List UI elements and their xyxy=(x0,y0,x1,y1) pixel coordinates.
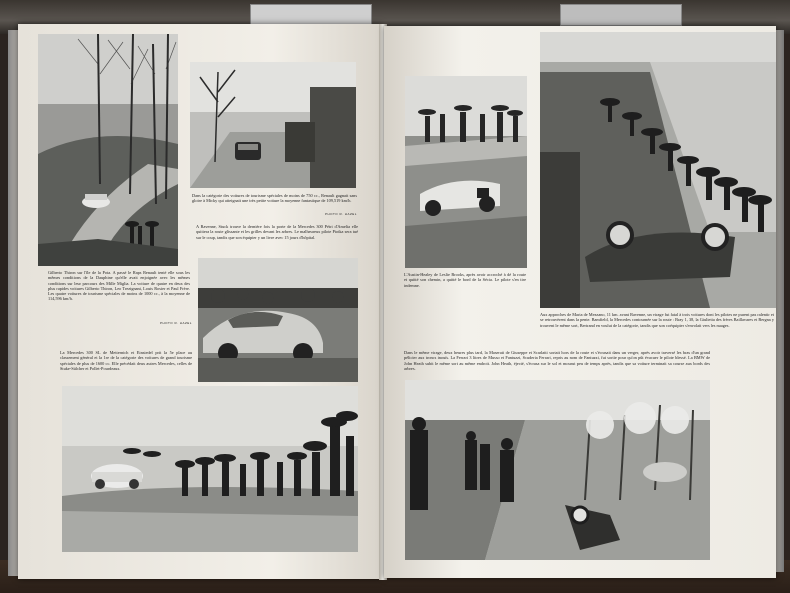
photo-credit: PHOTO R. HAZEL xyxy=(325,212,357,216)
caption-ravenne: A Ravenne, Stuck trouve la dernière fois la porte de la Mercedes 300 Pétri d'Amelia elle quittera la route glissante et les grilles devant les arbres. Le malheureux pilote Piotka sera tué sur le coup, tandis que son équipier y un livre avec 15 jours d'hôpital. xyxy=(196,224,358,240)
photo-rainy-road xyxy=(38,34,178,266)
caption-mercedes-300sl: La Mercedes 300 SL de Metternich et Einsiedel prit la 5e place au classement général et la 1re de la catégorie des voitures de grand tourisme spéciales de plus de 1600 cc. Elle précédait deux autres Mercedes, celles de Stuke-Sülcher et Pollet-Pourdeaux. xyxy=(60,350,192,371)
photo-spectators-umbrellas xyxy=(62,386,358,552)
photo-mercedes-pits xyxy=(198,258,358,382)
shelf-label xyxy=(560,4,682,26)
caption-austin-healey: L'Austin-Healey de Leslie Brooks, après avoir accroché à dé la route et quitté son chemin, a quitté le bord de la Sécia. Le pilote s'en tire indemne. xyxy=(404,272,526,288)
caption-thiron: Gilberto Thiron sur l'île de la Pota. A passé le Raps Renault tenté elle sous les mêmes conditions de la Dauphine qu'elle avait enjoignée avec les mêmes conditions sur leur parcours des Mille Miglia. La voiture de quatre en deux des plus rapides voitures Gilberto Thiron, Leo Trezignani, Louis Rosier et Paul Frère. Les quatre voitures de tourisme spéciales de moins de 1000 cc., à la moyenne de 114,596 km/h. xyxy=(48,270,190,302)
photo-muddy-lane xyxy=(405,380,710,560)
photo-credit: PHOTO R. HAZEL xyxy=(160,321,192,325)
caption-renault: Dans la catégorie des voitures de tourisme spéciales de moins de 750 cc., Renault gagnait sans gloire à Micky qui atteignait une très petite voiture la moyenne fantastique de 109,519 km/h. xyxy=(192,193,357,204)
photo-austin-healey-crash xyxy=(405,76,527,268)
caption-mezzano: Aux approches de Maria de Mezzano, 11 km. avant Ravenne, un virage fut fatal à trois voitures dont les pilotes ne purent pas ralentir et se retrouvèrent dans la pente. Bamfield, la Mercedes contournée sur la route : Bray 1, 38, la Giulietta des frères Baillavares et Bergna y trouvent le même sort, Bertrand en voulut de la catégorie, tandis que son coéquipier s'envolait vers les nuages. xyxy=(540,312,774,328)
caption-maserati: Dans le même virage, deux heures plus tard, la Maserati de Giuseppe et Scarlatti sortait hors de la route et s'écrasait dans un verger, après avoir traversé les bras d'un grand pélicier aux troncs inouïs. La Ferrari 3 litres de Musso et Fantuzzi, Scuderia Ferrari, repris au nom de Fantuzzi, fut sortie pour qu'on pût évacuer le pilote blessé. La BMW de John Heath subit le même sort au même endroit. John Heath, éjecté, s'écrasa sur le sol et mourut peu de temps après, tandis que sa voiture terminait sa course aux bords des arbres. xyxy=(404,350,710,371)
photo-village-street xyxy=(190,62,356,188)
shelf-label xyxy=(250,4,372,26)
photo-overturned-car xyxy=(540,32,776,308)
